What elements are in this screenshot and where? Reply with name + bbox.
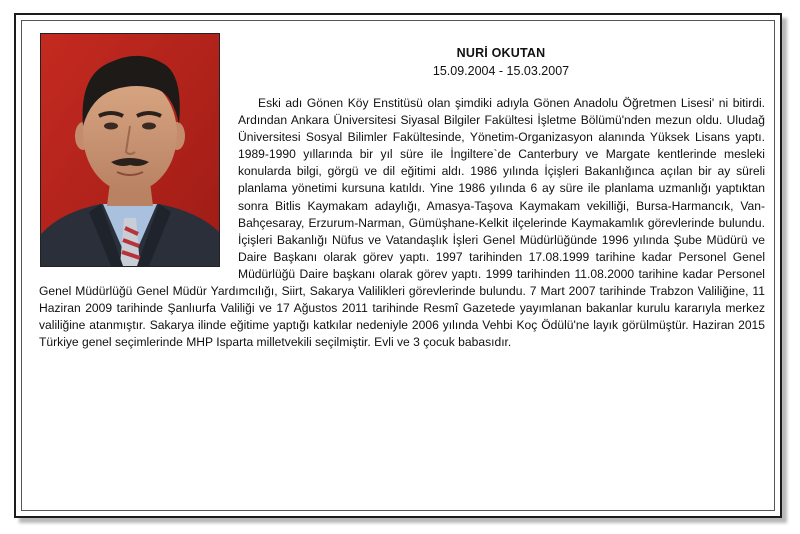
- term-dates: 15.09.2004 - 15.03.2007: [432, 64, 570, 78]
- biography: [39, 95, 765, 351]
- person-name: NURİ OKUTAN: [456, 46, 546, 60]
- biography-text: Eski adı Gönen Köy Enstitüsü olan şimdiki adıyla Gönen Anadolu Öğretmen Lisesi' ni bitirdi. Ardından Ankara Üniversitesi Siyasal Bilgiler Fakültesi İşletme Bölümü'nden mezun oldu. Uludağ Üniversitesi Sosyal Bilimler Fakültesinde, Yönetim-Organizasyon alanında Yüksek Lisans yaptı. 1989-1990 yıllarında bir yıl süre ile İngiltere`de Canterbury ve Margate kentlerinde mesleki konularda bilgi, görgü ve dil eğitimi aldı. 1986 yılında İçişleri Bakanlığınca açılan bir ay süreli planlama yönetimi kursuna katıldı. Yine 1986 yılında 6 ay süre ile planlama uzmanlığı yaptıktan sonra Bitlis Kaymakam adaylığı, Amasya-Taşova Kaymakam vekilliği, Bursa-Harmancık, Van-Bahçesaray, Erzurum-Narman, Gümüşhane-Kelkit ilçelerinde Kaymakamlık görevlerinde bulundu. İçişleri Bakanlığı Nüfus ve Vatandaşlık İşleri Genel Müdürlüğünde 1996 yılında Şube Müdürü ve Daire Başkanı olarak görev yaptı. 1997 tarihinden 17.08.1999 tarihine kadar Personel Genel Müdürlüğü Daire başkanı olarak görev yaptı. 1999 tarihinden 11.08.2000 tarihine kadar Personel Genel Müdürlüğü Genel Müdür Yardımcılığı, Siirt, Sakarya Valilikleri görevlerinde bulundu. 7 Mart 2007 tarihinde Trabzon Valiliğine, 11 Haziran 2009 tarihinde Şanlıurfa Valiliği ve 17 Ağustos 2011 tarihinde Resmî Gazetede yayımlanan bakanlar kurulu kararıyla merkez valiliğine atanmıştır. Sakarya ilinde eğitime yaptığı katkılar nedeniyle 2006 yılında Vehbi Koç Ödülü'ne layık görülmüştür. Haziran 2015 Türkiye genel seçimlerinde MHP Isparta milletvekili seçilmiştir. Evli ve 3 çocuk babasıdır.: [39, 96, 765, 350]
- photo-spacer: [39, 95, 238, 267]
